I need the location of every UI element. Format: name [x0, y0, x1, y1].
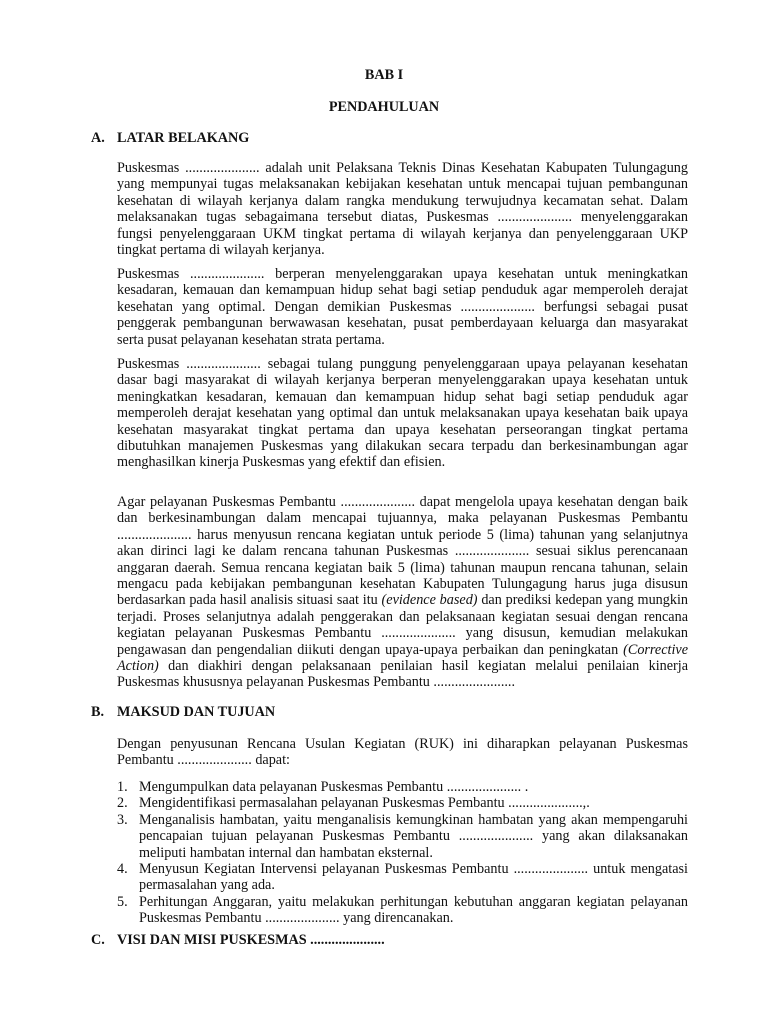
objectives-list [117, 779, 688, 927]
list-item [117, 894, 688, 927]
section-a-letter: A. [91, 130, 105, 146]
list-item [117, 795, 688, 811]
paragraph-a2: Puskesmas ..................... berperan menyelenggarakan upaya kesehatan untuk meningkatkan kesadaran, kemauan dan kemampuan hidup sehat bagi setiap penduduk agar memperoleh derajat kesehatan yang optimal. Dengan demikian Puskesmas ..................... berfungsi sebagai pusat penggerak pembangunan berwawasan kesehatan, pusat pemberdayaan keluarga dan masyarakat serta pusat pelayanan kesehatan strata pertama. [117, 266, 688, 348]
list-item-text: Perhitungan Anggaran, yaitu melakukan perhitungan kebutuhan anggaran kegiatan pelayanan Puskesmas Pembantu ..................... yang direncanakan. [139, 893, 688, 927]
list-item-number: 4. [117, 861, 128, 878]
chapter-label: BAB I [364, 67, 404, 83]
paragraph-b-intro: Dengan penyusunan Rencana Usulan Kegiatan (RUK) ini diharapkan pelayanan Puskesmas Pembantu ..................... dapat: [117, 736, 688, 769]
paragraph-a3: Puskesmas ..................... sebagai tulang punggung penyelenggaraan upaya pelayanan kesehatan dasar bagi masyarakat di wilayah kerjanya berperan menyelenggarakan upaya kesehatan untuk meningkatkan kesadaran, kemauan dan kemampuan hidup sehat bagi setiap penduduk agar memperoleh derajat kesehatan yang optimal dan untuk melaksanakan upaya kesehatan baik upaya kesehatan masyarakat tingkat pertama dan upaya kesehatan perseorangan tingkat pertama dibutuhkan manajemen Puskesmas yang dilakukan secara terpadu dan berkesinambungan agar menghasilkan kinerja Puskesmas yang efektif dan efisien. [117, 356, 688, 471]
section-c-letter: C. [91, 932, 105, 948]
section-a-heading [91, 130, 249, 147]
paragraph-a4 [117, 494, 688, 691]
evidence-based-term: (evidence based) [381, 592, 478, 609]
section-b-title: MAKSUD DAN TUJUAN [117, 704, 276, 720]
list-item-text: Menganalisis hambatan, yaitu menganalisis kemungkinan hambatan yang akan mempengaruhi pencapaian tujuan pelayanan Puskesmas Pembantu ..................... yang akan dilaksanakan meliputi hambatan internal dan hambatan eksternal. [139, 811, 688, 861]
paragraph-a4-part2: dan prediksi kedepan yang mungkin terjadi. Proses selanjutnya adalah penggerakan dan pelaksanaan kegiatan sesuai dengan rencana kegiatan pelayanan Puskesmas Pembantu ..................... yang disusun, kemudian melakukan pengawasan dan pengendalian diikuti dengan upaya-upaya perbaikan dan peningkatan [117, 592, 688, 658]
section-c-heading [91, 932, 385, 949]
list-item [117, 779, 688, 795]
section-c-title: VISI DAN MISI PUSKESMAS ..................... [117, 932, 385, 948]
list-item-number: 2. [117, 795, 128, 812]
paragraph-a4-part1: Agar pelayanan Puskesmas Pembantu ..................... dapat mengelola upaya kesehatan dengan baik dan berkesinambungan dalam mencapai tujuannya, maka pelayanan Puskesmas Pembantu ..................... harus menyusun rencana kegiatan untuk periode 5 (lima) tahunan yang selanjutnya akan dirinci lagi ke dalam rencana tahunan Puskesmas ..................... sesuai siklus perencanaan anggaran daerah. Semua rencana kegiatan baik 5 (lima) tahunan maupun rencana tahunan, selain mengacu pada kebijakan pembangunan kesehatan Kabupaten Tulungagung harus juga disusun berdasarkan pada hasil analisis situasi saat itu [117, 494, 688, 609]
list-item-number: 1. [117, 779, 128, 795]
section-b-letter: B. [91, 704, 105, 720]
list-item-text: Menyusun Kegiatan Intervensi pelayanan Puskesmas Pembantu ..................... untuk mengatasi permasalahan yang ada. [139, 861, 688, 894]
paragraph-a1: Puskesmas ..................... adalah unit Pelaksana Teknis Dinas Kesehatan Kabupaten Tulungagung yang mempunyai tugas melaksanakan kebijakan kesehatan untuk mencapai tujuan pembangunan kesehatan di wilayah kerjanya dalam rangka mendukung terwujudnya kecamatan sehat. Dalam melaksanakan tugas sebagaimana tersebut diatas, Puskesmas ..................... menyelenggarakan fungsi penyelenggaraan UKM tingkat pertama di wilayah kerjanya dan penyelenggaraan UKP tingkat pertama di wilayah kerjanya. [117, 160, 688, 259]
list-item-text: Mengumpulkan data pelayanan Puskesmas Pembantu ..................... . [139, 779, 529, 795]
corrective-action-term: (Corrective Action) [117, 641, 688, 675]
list-item [117, 812, 688, 861]
chapter-title: PENDAHULUAN [328, 99, 440, 115]
section-a-title: LATAR BELAKANG [117, 130, 250, 146]
list-item-number: 3. [117, 811, 128, 828]
paragraph-a4-part3: dan diakhiri dengan pelaksanaan penilaian hasil kegiatan melalui penilaian kinerja Puskesmas khususnya pelayanan Puskesmas Pembantu ....................... [117, 658, 688, 691]
list-item-text: Mengidentifikasi permasalahan pelayanan Puskesmas Pembantu .....................,. [139, 795, 590, 812]
section-b-heading [91, 704, 275, 721]
list-item-number: 5. [117, 893, 128, 910]
list-item [117, 861, 688, 894]
